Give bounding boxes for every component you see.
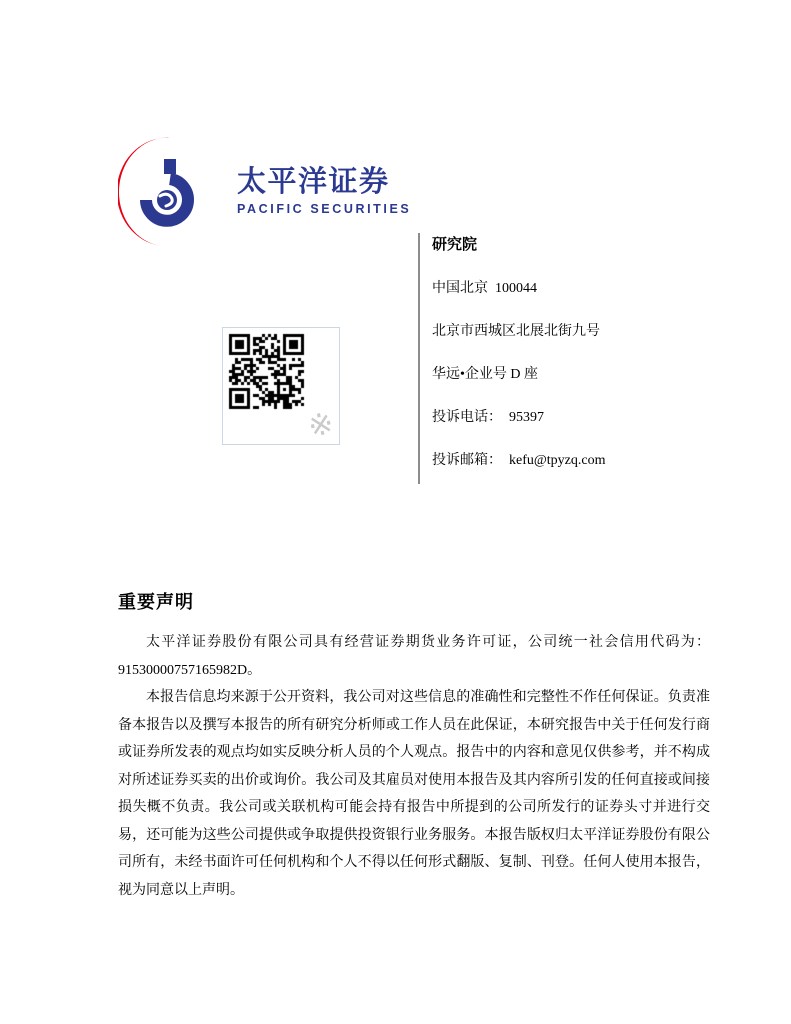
contact-address-line1: 中国北京 100044 [432, 281, 537, 296]
contact-email: 投诉邮箱： kefu@tpyzq.com [432, 453, 606, 468]
logo-cn-title: 太平洋证券 [237, 166, 390, 198]
pacific-securities-logo-icon [118, 136, 198, 248]
contact-address-line3: 华远•企业号 D 座 [432, 367, 539, 382]
contact-info-panel [418, 233, 768, 484]
company-logo [118, 136, 412, 248]
disclaimer-paragraph-1: 太平洋证券股份有限公司具有经营证券期货业务许可证，公司统一社会信用代码为：91530000757165982D。 [118, 635, 710, 678]
contact-address-line2: 北京市西城区北展北街九号 [432, 324, 600, 339]
disclaimer-paragraph-2: 本报告信息均来源于公开资料，我公司对这些信息的准确性和完整性不作任何保证。负责准备本报告以及撰写本报告的所有研究分析师或工作人员在此保证，本研究报告中关于任何发行商或证券所发表的观点均如实反映分析人员的个人观点。报告中的内容和意见仅供参考，并不构成对所述证券买卖的出价或询价。我公司及其雇员对使用本报告及其内容所引发的任何直接或间接损失概不负责。我公司或关联机构可能会持有报告中所提到的公司所发行的证券头寸并进行交易，还可能为这些公司提供或争取提供投资银行业务服务。本报告版权归太平洋证券股份有限公司所有，未经书面许可任何机构和个人不得以任何形式翻版、复制、刊登。任何人使用本报告，视为同意以上声明。 [118, 690, 710, 898]
qr-watermark-icon: ※ [304, 405, 337, 446]
research-institute-title: 研究院 [432, 237, 478, 253]
important-statement-heading: 重要声明 [118, 592, 194, 612]
logo-text [237, 168, 411, 216]
logo-en-title: PACIFIC SECURITIES [237, 202, 412, 216]
qr-code [222, 327, 340, 445]
important-statement-section [118, 590, 710, 904]
contact-phone: 投诉电话： 95397 [432, 410, 544, 425]
qr-code-canvas [223, 328, 337, 442]
